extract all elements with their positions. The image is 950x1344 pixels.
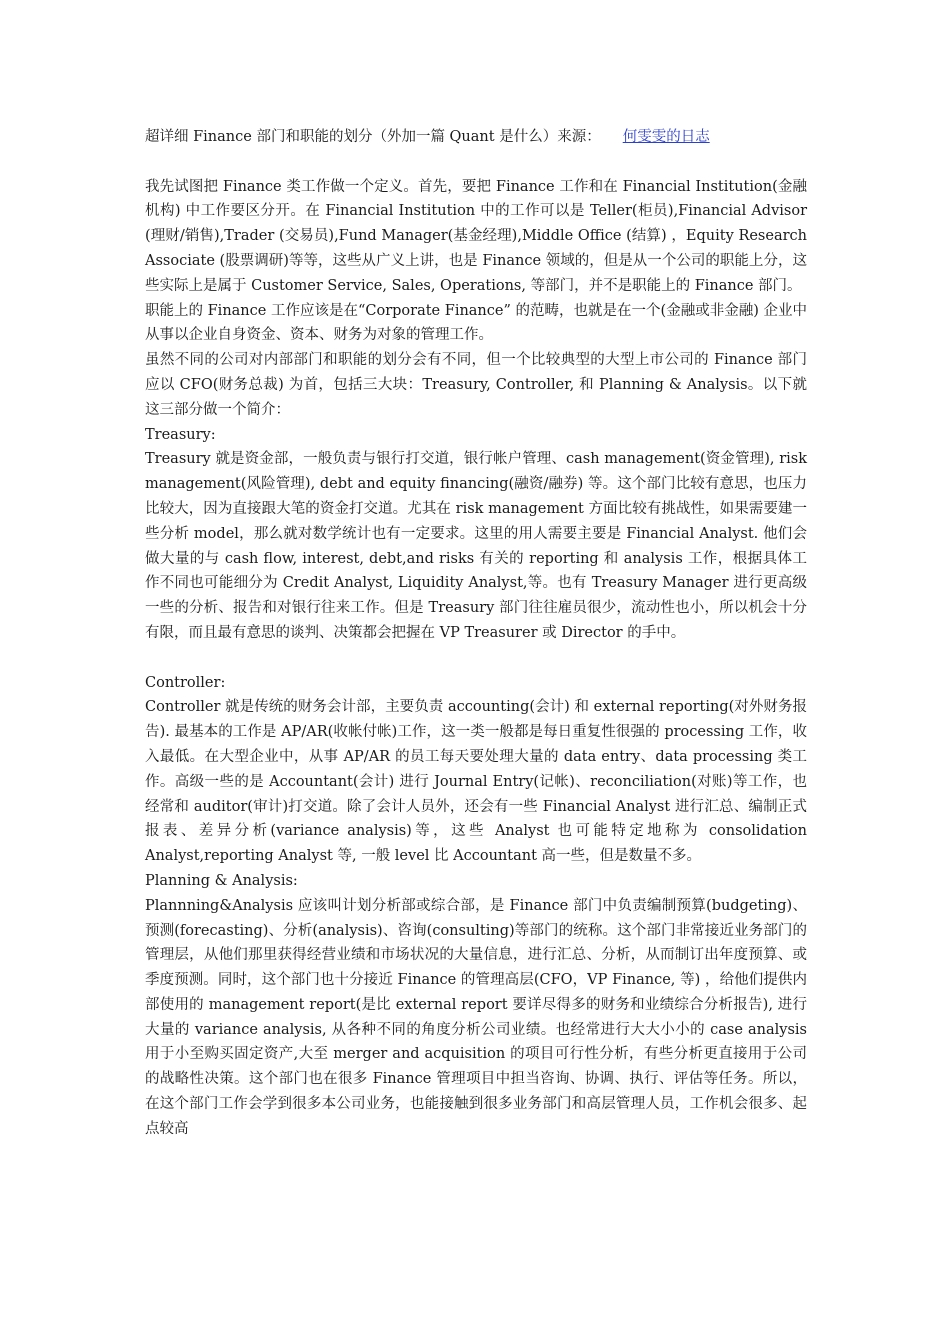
corporate-finance-paragraph: 职能上的 Finance 工作应该是在“Corporate Finance” 的范畴，也就是在一个(金融或非金融) 企业中从事以企业自身资金、资本、财务为对象的管理工作。 [145, 302, 807, 344]
document-title: 超详细 Finance 部门和职能的划分（外加一篇 Quant 是什么）来源： [145, 129, 601, 145]
planning-analysis-paragraph: Plannning&Analysis 应该叫计划分析部或综合部，是 Finance 部门中负责编制预算(budgeting)、预测(forecasting)、分析(analysis)、咨询(consulting)等部门的统称。这个部门非常接近业务部门的管理层，从他们那里获得经营业绩和市场状况的大量信息，进行汇总、分析，从而制订出年度预算、或季度预测。同时，这个部门也十分接近 Finance 的管理高层(CFO，VP Finance, 等) ，给他们提供内部使用的 management report(是比 external report 要详尽得多的财务和业绩综合分析报告), 进行大量的 variance analysis, 从各种不同的角度分析公司业绩。也经常进行大大小小的 case analysis 用于小至购买固定资产,大至 merger and acquisition 的项目可行性分析，有些分析更直接用于公司的战略性决策。这个部门也在很多 Finance 管理项目中担当咨询、协调、执行、评估等任务。所以，在这个部门工作会学到很多本公司业务，也能接触到很多业务部门和高层管理人员，工作机会很多、起点较高 [145, 897, 807, 1137]
document-title-line [145, 125, 807, 150]
source-link[interactable]: 何雯雯的日志 [622, 129, 710, 145]
controller-paragraph: Controller 就是传统的财务会计部，主要负责 accounting(会计) 和 external reporting(对外财务报告). 最基本的工作是 AP/AR(收帐付帐)工作，这一类一般都是每日重复性很强的 processing 工作，收入最低。在大型企业中，从事 AP/AR 的员工每天要处理大量的 data entry、data processing 类工作。高级一些的是 Accountant(会计) 进行 Journal Entry(记帐)、reconciliation(对账)等工作，也经常和 auditor(审计)打交道。除了会计人员外，还会有一些 Financial Analyst 进行汇总、编制正式报表、差异分析(variance analysis)等，这些 Analyst 也可能特定地称为 consolidation Analyst,reporting Analyst 等, 一般 level 比 Accountant 高一些，但是数量不多。 [145, 699, 807, 865]
blank-line [145, 646, 807, 671]
controller-heading: Controller: [145, 674, 226, 691]
intro-paragraph: 我先试图把 Finance 类工作做一个定义。首先，要把 Finance 工作和在 Financial Institution(金融机构) 中工作要区分开。在 Financial Institution 中的工作可以是 Teller(柜员),Financial Advisor (理财/销售),Trader (交易员),Fund Manager(基金经理),Middle Office (结算) ，Equity Research Associate (股票调研)等等，这些从广义上讲，也是 Finance 领域的，但是从一个公司的职能上分，这些实际上是属于 Customer Service, Sales, Operations, 等部门，并不是职能上的 Finance 部门。 [145, 178, 807, 294]
planning-analysis-heading: Planning & Analysis: [145, 872, 298, 889]
treasury-heading: Treasury: [145, 426, 216, 443]
treasury-paragraph: Treasury 就是资金部，一般负责与银行打交道，银行帐户管理、cash management(资金管理), risk management(风险管理), debt and equity financing(融资/融券) 等。这个部门比较有意思，也压力比较大，因为直接跟大笔的资金打交道。尤其在 risk management 方面比较有挑战性，如果需要建一些分析 model，那么就对数学统计也有一定要求。这里的用人需要主要是 Financial Analyst. 他们会做大量的与 cash flow, interest, debt,and risks 有关的 reporting 和 analysis 工作，根据具体工作不同也可能细分为 Credit Analyst, Liquidity Analyst,等。也有 Treasury Manager 进行更高级一些的分析、报告和对银行往来工作。但是 Treasury 部门往往雇员很少，流动性也小，所以机会十分有限，而且最有意思的谈判、决策都会把握在 VP Treasurer 或 Director 的手中。 [145, 451, 807, 641]
document-page [145, 125, 807, 1142]
blank-line [145, 150, 807, 175]
structure-paragraph: 虽然不同的公司对内部部门和职能的划分会有不同，但一个比较典型的大型上市公司的 Finance 部门应以 CFO(财务总裁) 为首，包括三大块：Treasury, Controller, 和 Planning & Analysis。以下就这三部分做一个简介： [145, 352, 807, 418]
